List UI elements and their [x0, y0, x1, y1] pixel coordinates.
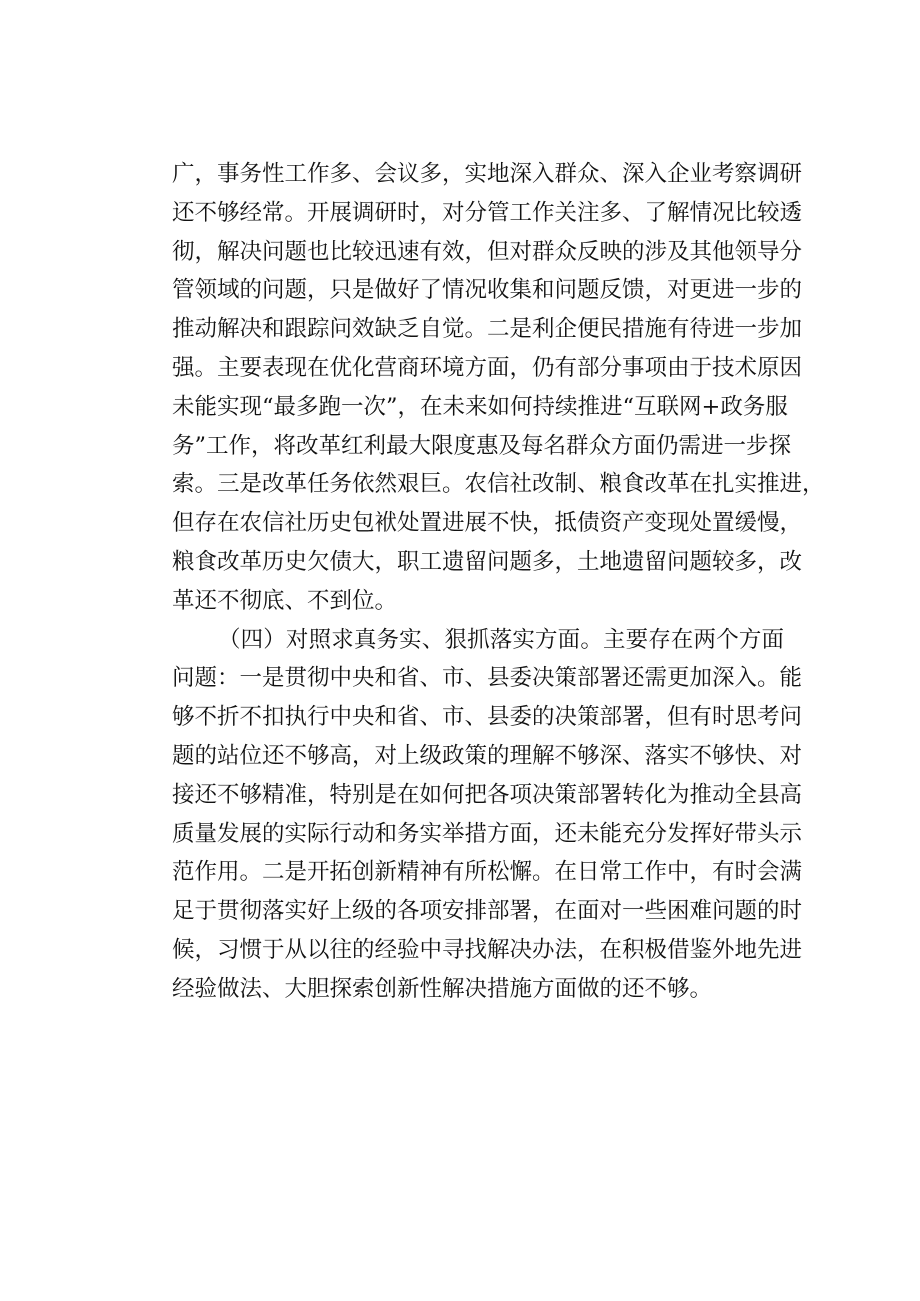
text-line: 经验做法、大胆探索创新性解决措施方面做的还不够。: [172, 975, 713, 1002]
paragraph-1: [172, 155, 825, 621]
paragraph-2: [172, 621, 803, 1009]
text-line: 够不折不扣执行中央和省、市、县委的决策部署，但有时思考问: [172, 704, 803, 731]
text-line: 广，事务性工作多、会议多，实地深入群众、深入企业考察调研: [172, 161, 803, 187]
text-line: 革还不彻底、不到位。: [172, 587, 398, 614]
text-line: 强。主要表现在优化营商环境方面，仍有部分事项由于技术原因: [172, 354, 803, 381]
text-line: 题的站位还不够高，对上级政策的理解不够深、落实不够快、对: [172, 742, 803, 769]
text-line: 但存在农信社历史包袱处置进展不快，抵债资产变现处置缓慢，: [172, 510, 803, 537]
text-line: 候，习惯于从以往的经验中寻找解决办法，在积极借鉴外地先进: [172, 936, 803, 963]
text-line: 务”工作，将改革红利最大限度惠及每名群众方面仍需进一步探: [172, 432, 792, 459]
section-heading-line: （四）对照求真务实、狠抓落实方面。主要存在两个方面: [218, 626, 784, 653]
text-line: 质量发展的实际行动和务实举措方面，还未能充分发挥好带头示: [172, 820, 803, 847]
text-line: 足于贯彻落实好上级的各项安排部署，在面对一些困难问题的时: [172, 898, 803, 925]
text-line: 未能实现“最多跑一次”，在未来如何持续推进“互联网+政务服: [172, 393, 788, 420]
text-line: 彻，解决问题也比较迅速有效，但对群众反映的涉及其他领导分: [172, 238, 803, 265]
document-body: [172, 155, 825, 1009]
text-line: 推动解决和跟踪问效缺乏自觉。二是利企便民措施有待进一步加: [172, 316, 803, 343]
text-line: 问题：一是贯彻中央和省、市、县委决策部署还需更加深入。能: [172, 665, 803, 692]
text-line: 范作用。二是开拓创新精神有所松懈。在日常工作中，有时会满: [172, 859, 803, 886]
text-line: 索。三是改革任务依然艰巨。农信社改制、粮食改革在扎实推进，: [172, 471, 825, 498]
text-line: 管领域的问题，只是做好了情况收集和问题反馈，对更进一步的: [172, 277, 803, 304]
text-line: 还不够经常。开展调研时，对分管工作关注多、了解情况比较透: [172, 199, 803, 226]
text-line: 接还不够精准，特别是在如何把各项决策部署转化为推动全县高: [172, 781, 803, 808]
text-line: 粮食改革历史欠债大，职工遗留问题多，土地遗留问题较多，改: [172, 548, 803, 575]
